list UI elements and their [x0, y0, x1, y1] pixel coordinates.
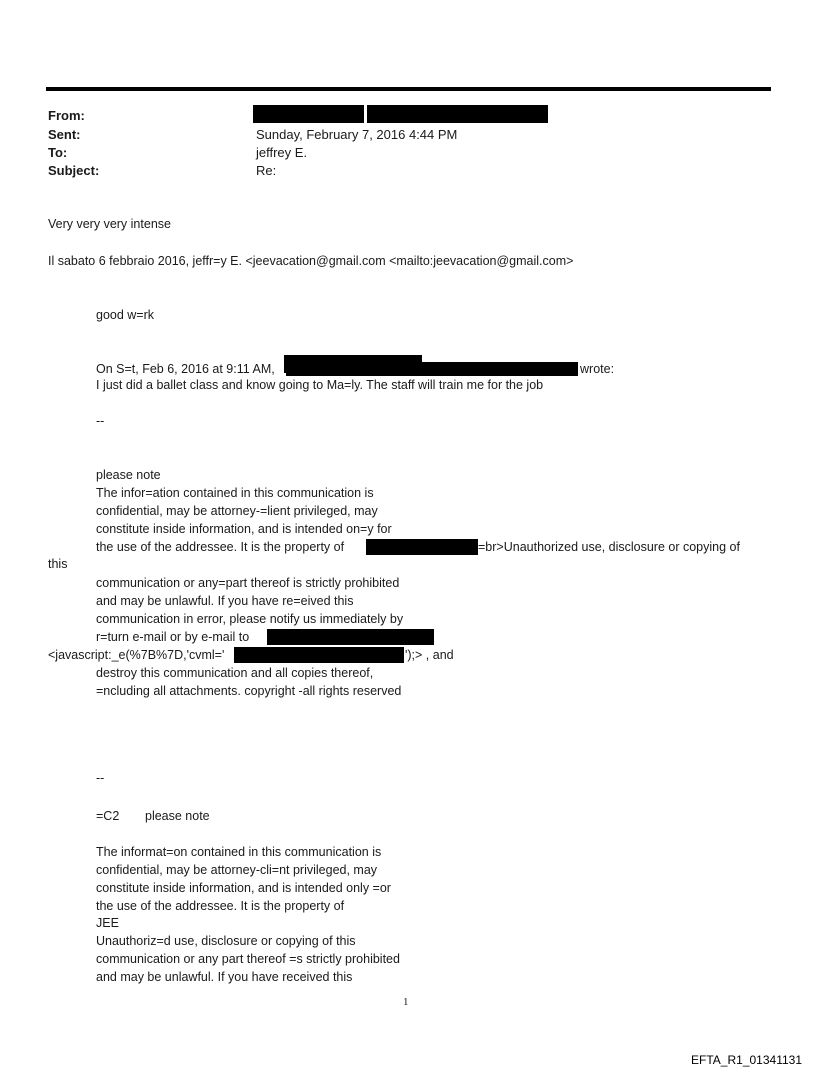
redaction-from-name: [253, 105, 364, 123]
subject-value: Re:: [256, 163, 277, 178]
redaction-email-address: [267, 629, 434, 645]
notice-line: the use of the addressee. It is the property of: [96, 899, 345, 913]
sent-label: Sent:: [48, 127, 81, 142]
notice-line: constitute inside information, and is intended only =or: [96, 881, 391, 895]
notice-line-wrapped: this: [48, 557, 68, 571]
notice-line: and may be unlawful. If you have re=eived this: [96, 594, 354, 608]
quoted-message: I just did a ballet class and know going to Ma=ly. The staff will train me for the job: [96, 378, 544, 392]
notice-line: communication or any part thereof =s strictly prohibited: [96, 952, 400, 966]
signature-separator: --: [96, 414, 105, 428]
redaction-sender-email: [286, 362, 578, 376]
notice-heading: please note: [145, 809, 210, 823]
encoding-artifact: =C2: [96, 809, 120, 823]
notice-line: JEE: [96, 916, 119, 930]
quote-attribution: Il sabato 6 febbraio 2016, jeffr=y E. <jeevacation@gmail.com <mailto:jeevacation@gmail.com>: [48, 254, 574, 268]
reply-line: Very very very intense: [48, 217, 171, 231]
notice-line: Unauthoriz=d use, disclosure or copying of this: [96, 934, 356, 948]
notice-heading: please note: [96, 468, 161, 482]
notice-line: r=turn e-mail or by e-mail to: [96, 630, 250, 644]
notice-line: The infor=ation contained in this communication is: [96, 486, 374, 500]
notice-line-continued: =br>Unauthorized use, disclosure or copying of: [478, 540, 740, 554]
notice-line: and may be unlawful. If you have received this: [96, 970, 353, 984]
notice-line: The informat=on contained in this communication is: [96, 845, 382, 859]
sent-value: Sunday, February 7, 2016 4:44 PM: [256, 127, 458, 142]
page-number: 1: [403, 996, 409, 1008]
subject-label: Subject:: [48, 163, 100, 178]
notice-link-suffix: ');> , and: [405, 648, 454, 662]
document-id: EFTA_R1_01341131: [691, 1053, 802, 1067]
notice-line: communication in error, please notify us immediately by: [96, 612, 404, 626]
header-rule: [46, 87, 771, 91]
to-value: jeffrey E.: [256, 145, 308, 160]
notice-link-prefix: <javascript:_e(%7B%7D,'cvml=': [48, 648, 225, 662]
notice-line: constitute inside information, and is intended on=y for: [96, 522, 392, 536]
inner-attribution-wrote: wrote:: [580, 362, 615, 376]
notice-line: communication or any=part thereof is strictly prohibited: [96, 576, 400, 590]
signature-separator: --: [96, 771, 105, 785]
from-label: From:: [48, 108, 85, 123]
notice-line: =ncluding all attachments. copyright -all rights reserved: [96, 684, 402, 698]
notice-line: confidential, may be attorney-=lient privileged, may: [96, 504, 378, 518]
notice-line: destroy this communication and all copies thereof,: [96, 666, 374, 680]
redaction-property-owner: [366, 539, 478, 555]
inner-attribution: On S=t, Feb 6, 2016 at 9:11 AM,: [96, 362, 275, 376]
quoted-reply: good w=rk: [96, 308, 155, 322]
notice-line: confidential, may be attorney-cli=nt privileged, may: [96, 863, 378, 877]
redaction-from-email: [367, 105, 548, 123]
to-label: To:: [48, 145, 68, 160]
notice-line: the use of the addressee. It is the property of: [96, 540, 345, 554]
redaction-link-address: [234, 647, 404, 663]
